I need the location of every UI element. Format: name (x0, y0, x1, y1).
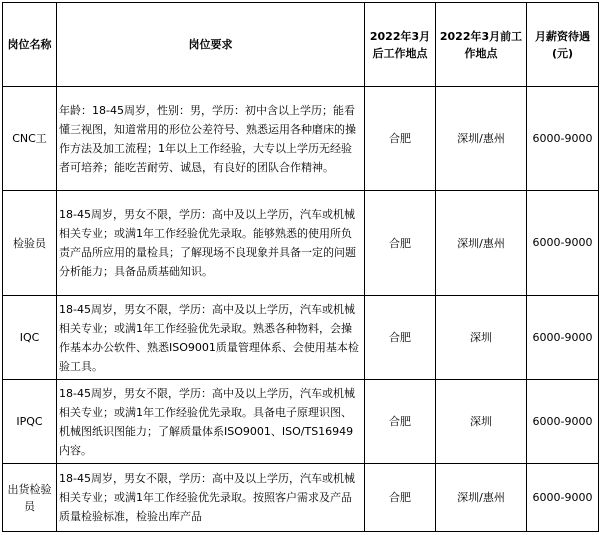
position-name: CNC工 (3, 87, 57, 191)
table-row (3, 87, 599, 191)
header-requirements: 岗位要求 (57, 3, 365, 87)
location-before: 深圳/惠州 (436, 464, 527, 532)
location-before: 深圳/惠州 (436, 191, 527, 296)
location-after: 合肥 (365, 191, 436, 296)
table-row (3, 464, 599, 532)
job-table (2, 2, 599, 532)
table-row (3, 296, 599, 380)
location-before: 深圳/惠州 (436, 87, 527, 191)
header-location-after: 2022年3月后工作地点 (365, 3, 436, 87)
position-name: IPQC (3, 380, 57, 464)
position-name: 检验员 (3, 191, 57, 296)
salary: 6000-9000 (527, 464, 599, 532)
salary: 6000-9000 (527, 191, 599, 296)
table-row (3, 191, 599, 296)
header-salary: 月薪资待遇(元) (527, 3, 599, 87)
salary: 6000-9000 (527, 380, 599, 464)
job-requirements: 18-45周岁，男女不限，学历：高中及以上学历，汽车或机械相关专业；或满1年工作经验优先录取。具备电子原理识图、机械图纸识图能力；了解质量体系ISO9001、ISO/TS16949内容。 (57, 380, 365, 464)
location-after: 合肥 (365, 296, 436, 380)
location-after: 合肥 (365, 464, 436, 532)
job-requirements: 年龄：18-45周岁，性别：男，学历：初中含以上学历；能看懂三视图，知道常用的形位公差符号、熟悉运用各种磨床的操作方法及加工流程；1年以上工作经验，大专以上学历无经验者可培养；能吃苦耐劳、诚恳，有良好的团队合作精神。 (57, 87, 365, 191)
header-location-before: 2022年3月前工作地点 (436, 3, 527, 87)
salary: 6000-9000 (527, 296, 599, 380)
table-header-row (3, 3, 599, 87)
location-before: 深圳 (436, 296, 527, 380)
job-requirements: 18-45周岁，男女不限，学历：高中及以上学历，汽车或机械相关专业；或满1年工作经验优先录取。能够熟悉的使用所负责产品所应用的量检具；了解现场不良现象并具备一定的问题分析能力；具备品质基础知识。 (57, 191, 365, 296)
position-name: IQC (3, 296, 57, 380)
location-before: 深圳 (436, 380, 527, 464)
header-position: 岗位名称 (3, 3, 57, 87)
position-name: 出货检验员 (3, 464, 57, 532)
salary: 6000-9000 (527, 87, 599, 191)
location-after: 合肥 (365, 87, 436, 191)
table-row (3, 380, 599, 464)
job-requirements: 18-45周岁，男女不限，学历：高中及以上学历，汽车或机械相关专业；或满1年工作经验优先录取。熟悉各种物料，会操作基本办公软件、熟悉ISO9001质量管理体系、会使用基本检验工具。 (57, 296, 365, 380)
job-requirements: 18-45周岁，男女不限，学历：高中及以上学历，汽车或机械相关专业；或满1年工作经验优先录取。按照客户需求及产品质量检验标准，检验出库产品 (57, 464, 365, 532)
location-after: 合肥 (365, 380, 436, 464)
